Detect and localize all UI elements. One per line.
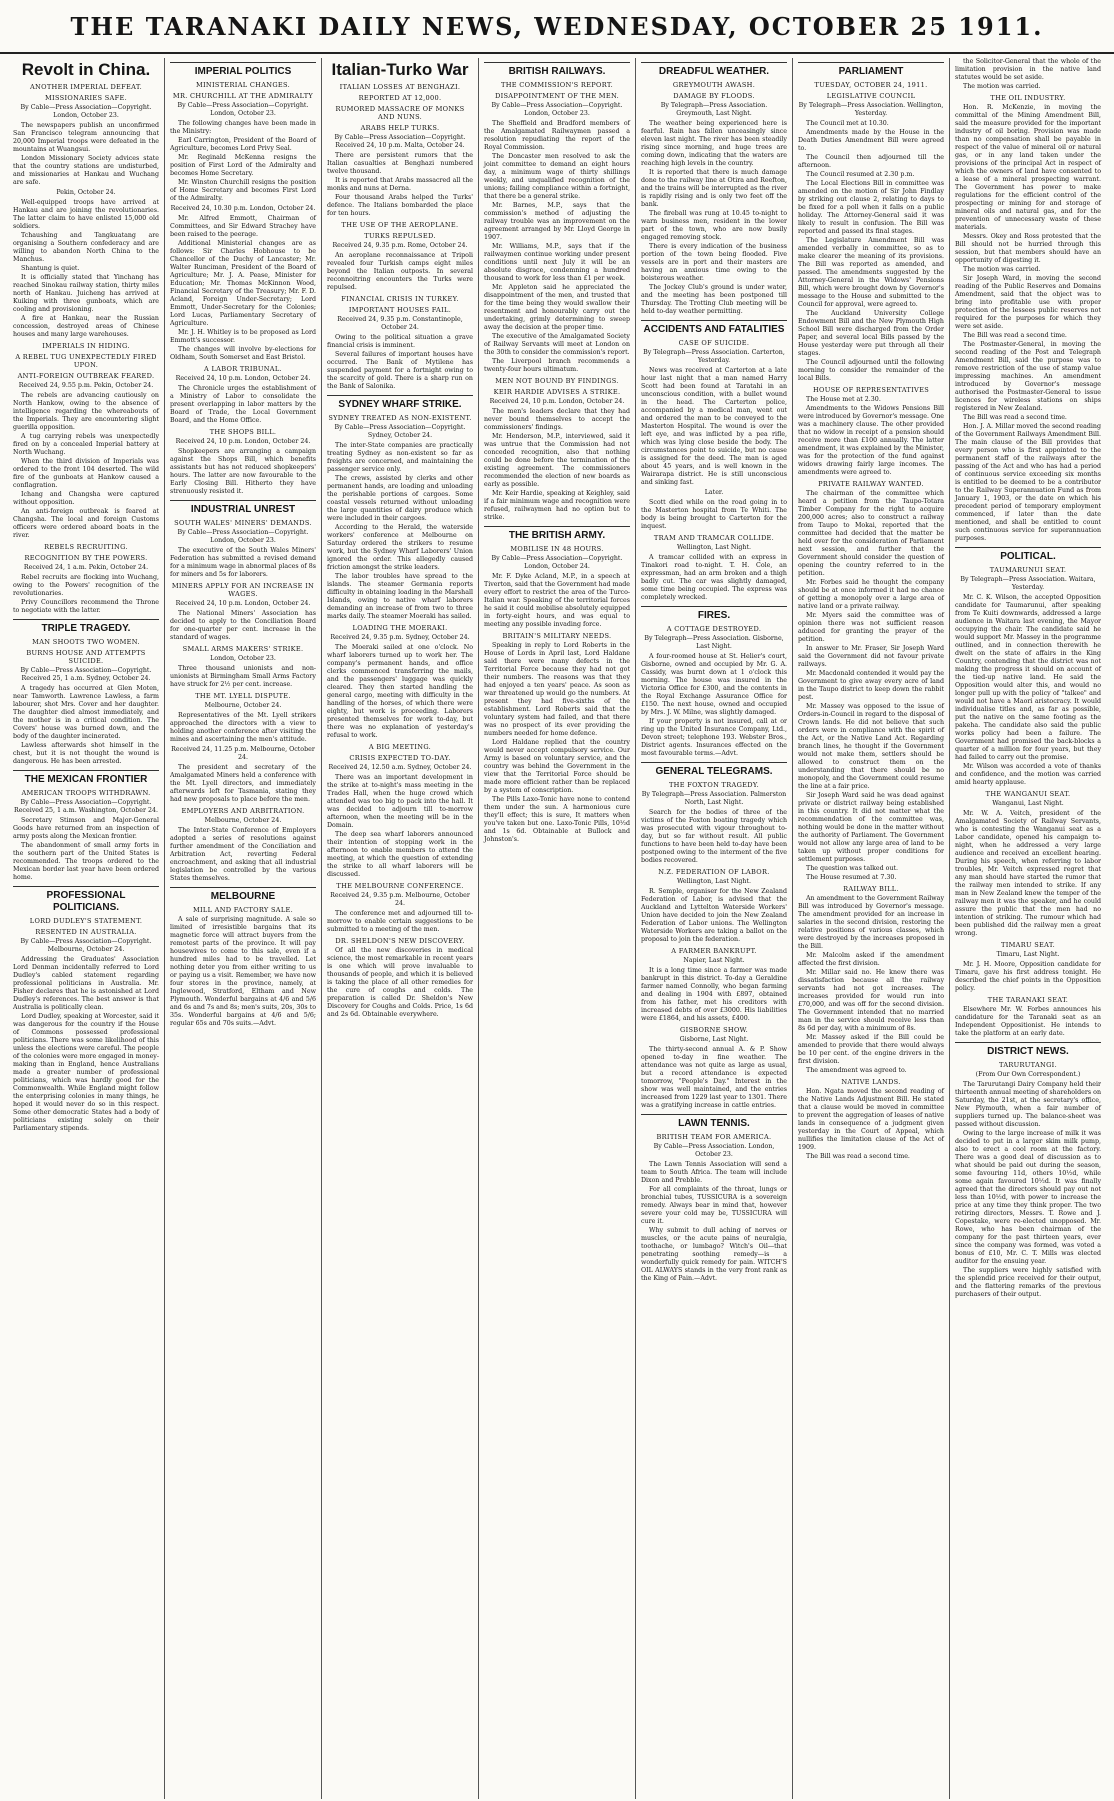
paragraph: Addressing the Graduates' Association Lord Denman incidentally referred to Lord Dudley's cabled statement regarding professional politicians in Australia. Mr. Fisher declares that he is astonished at Lord Dudley's references. The best answer is that Australia is politically clean. (13, 956, 159, 1011)
paragraph: Secretary Stimson and Major-General Goods have returned from an inspection of army posts along the Mexican frontier. (13, 817, 159, 840)
dateline: Wellington, Last Night. (676, 878, 752, 885)
section-heading: FIRES. (641, 606, 787, 622)
paragraph: Privy Councillors recommend the Throne to negotiate with the latter. (13, 599, 159, 614)
subheading: THE MT. LYELL DISPUTE. (195, 692, 291, 700)
subheading: DAMAGE BY FLOODS. (673, 92, 755, 100)
subheading: CASE OF SUICIDE. (678, 339, 750, 347)
masthead-title: THE TARANAKI DAILY NEWS, WEDNESDAY, OCTOBER 25 1911. (70, 11, 1044, 41)
subheading: THE COMMISSION'S REPORT. (501, 81, 613, 89)
dateline: Melbourne, October 24. (204, 702, 282, 709)
paragraph: Mr. Malcolm asked if the amendment affected the first division. (798, 952, 944, 967)
paragraph: According to the Herald, the waterside workers' conference at Melbourne on Saturday ordered the strikers to resume work, but the Sydney Wharf Laborers' Union ignored the order. This allegedly caused friction amongst the strike leaders. (327, 524, 473, 571)
subheading: TURKS REPULSED. (364, 232, 436, 240)
paragraph: The Tarurutangi Dairy Company held their thirteenth annual meeting of shareholders on Saturday, the 21st, at the secretary's office, New Plymouth, when a fair number of suppliers turned up. The balance-sheet was passed without discussion. (955, 1081, 1101, 1128)
paragraph: It is a long time since a farmer was made bankrupt in this district. To-day a Geraldine farmer named Connolly, who began farming and dealing in 1904 with £897, obtained from his father, met his creditors with increased debts of over £3000. His liabilities were £1864, and his assets, £400. (641, 967, 787, 1022)
subheading: SYDNEY TREATED AS NON-EXISTENT. (328, 414, 472, 422)
paragraph: The crews, assisted by clerks and other permanent hands, are loading and unloading the perishable portions of cargoes. Some coastal vessels returned without unloading the large quantities of dairy produce which were included in their cargoes. (327, 475, 473, 522)
paragraph: The Chronicle urges the establishment of a Ministry of Labor to consolidate the present overlapping in labor matters by the Board of Trade, the Local Government Board, and the Home Office. (170, 385, 316, 424)
section-heading: PARLIAMENT (798, 62, 944, 78)
paragraph: The National Miners' Association has decided to apply to the Conciliation Board for one-quarter per cent. increase in the standard of wages. (170, 610, 316, 641)
paragraph: Scott died while on the road going in to the Masterton hospital from Te Whiti. The body is being brought to Carterton for the inquest. (641, 499, 787, 530)
subheading: REBELS RECRUITING. (44, 543, 128, 551)
dateline: Received 24, 9.35 p.m. Constantinople, October 24. (337, 316, 463, 331)
column-4 (479, 58, 636, 1799)
dateline: By Cable—Press Association—Copyright. Received 25, 1 a.m. Washington, October 24. (13, 799, 159, 814)
paragraph: The Council then adjourned till the afternoon. (798, 154, 944, 169)
paragraph: Mr. Appleton said he appreciated the disappointment of the men, and trusted that for the time being they would swallow their resentment and honourably carry out the undertaking, grimly determining to sweep away the decision at the proper time. (484, 284, 630, 331)
dateline: Received 24, 11.25 p.m. Melbourne, October 24. (171, 746, 315, 761)
paragraph: The men's leaders declare that they had never bound themselves to accept the commissioners' findings. (484, 408, 630, 431)
paragraph: The rebels are advancing cautiously on North Hankow, owing to the absence of intelligence regarding the whereabouts of the Imperials. They are encountering slight guerilla opposition. (13, 392, 159, 431)
subheading: A FARMER BANKRUPT. (671, 947, 757, 955)
paragraph: The Legislature Amendment Bill was amended verbally in committee, so as to make clearer the meaning of its provisions. The Bill was reported as amended, and passed. The amendments suggested by the Attorney-General in the Widows' Pensions Bill, which were brought down by Governor's message to the House and submitted to the Council for approval, were agreed to. (798, 237, 944, 308)
paragraph: The Sheffield and Bradford members of the Amalgamated Railwaymen passed a resolution repudiating the report of the Royal Commission. (484, 120, 630, 151)
paragraph: The chairman of the committee which heard a petition from the Taupo-Totara Timber Company for the right to acquire 200,000 acres; also to construct a railway from Taupo to Mokai, reported that the committee had decided that the matter be held over for the consideration of Parliament next session, and further that the Government should consider the question of opening the country referred to in the petition. (798, 490, 944, 577)
paragraph: Mr. Massey asked if the Bill could be amended to provide that there would always be 10 per cent. of the engine drivers in the first division. (798, 1034, 944, 1065)
paragraph: For all complaints of the throat, lungs or bronchial tubes, TUSSICURA is a sovereign remedy. Always bear in mind that, however severe your cold may be, TUSSICURA will cure it. (641, 1186, 787, 1225)
dateline: Received 24, 10 p.m. London, October 24. (175, 438, 311, 445)
column-2 (165, 58, 322, 1799)
dateline: Wellington, Last Night. (676, 544, 752, 551)
dateline: By Cable—Press Association—Copyright. London, October 23. (491, 102, 623, 117)
dateline: Received 24, 1 a.m. Pekin, October 24. (23, 564, 149, 571)
paragraph: The Bill was read a second time. (806, 1153, 910, 1160)
dateline: Received 24, 9.35 p.m. Melbourne, October 24. (330, 892, 470, 907)
subheading: TIMARU SEAT. (1001, 941, 1055, 949)
paragraph: Mr. F. Dyke Acland, M.P., in a speech at Tiverton, said that the Government had made every effort to restrict the area of the Turco-Italian war. Speaking of the territorial forces he said it could mobilise absolutely equipped in forty-eight hours, and was equal to meeting any possible invading force. (484, 573, 630, 628)
paragraph: Well-equipped troops have arrived at Hankau and are joining the revolutionaries. The latter claim to have enlisted 15,000 old soldiers. (13, 199, 159, 230)
dateline: By Telegraph—Press Association. Carterton, Yesterday. (643, 349, 785, 364)
paragraph: The Inter-State Conference of Employers adopted a series of resolutions against further amendment of the Conciliation and Arbitration Act, reverting Federal encroachment, and asking that all industrial legislation be controlled by the various States themselves. (170, 827, 316, 882)
section-heading: IMPERIAL POLITICS (170, 62, 316, 78)
subheading: SOUTH WALES' MINERS' DEMANDS. (174, 519, 312, 527)
paragraph: Mr. Winston Churchill resigns the position of Home Secretary and becomes First Lord of the Admiralty. (170, 179, 316, 202)
subheading: MOBILISE IN 48 HOURS. (510, 545, 604, 553)
paragraph: If your property is not insured, call at or ring up the United Insurance Company, Ltd., Devon street; telephone 193. Webster Bros., District agents. Insurances effected on the most favourable terms.—Advt. (641, 718, 787, 757)
paragraph: Mr. Millar said no. He knew there was dissatisfaction because all the railway servants had not got increases. The increases provided for would run into £70,000, and was off for the second division. The Government intended that no married man in the service should receive less than 8s 6d per day, with a minimum of 8s. (798, 969, 944, 1032)
paragraph: The Council met at 10.30. (806, 120, 889, 127)
paragraph: Mr. Macdonald contended it would pay the Government to give away every acre of land in the Taupo district to keep down the rabbit pest. (798, 670, 944, 701)
dateline: Received 24, 10 p.m. London, October 24. (175, 600, 311, 607)
dateline: By Telegraph—Press Association. Wellington, Yesterday. (798, 102, 944, 117)
subheading: EMPLOYERS AND ARBITRATION. (181, 807, 305, 815)
paragraph: It is officially stated that Yinchang has reached Sinokau railway station, thirty miles north of Hankau. Juicheng has arrived at Kuiking with three gunboats, which are cooling and provisioning. (13, 274, 159, 313)
subheading: BRITISH TEAM FOR AMERICA. (656, 1133, 772, 1141)
subheading: THE SHOPS BILL. (209, 428, 277, 436)
paragraph: The House resumed at 7.30. (806, 874, 897, 881)
dateline: By Telegraph—Press Association. Palmerston North, Last Night. (641, 791, 787, 806)
subheading: THE FOXTON TRAGEDY. (668, 781, 760, 789)
dateline: By Cable—Press Association—Copyright. London, October 23. (177, 102, 309, 117)
subheading: MEN NOT BOUND BY FINDINGS. (495, 377, 619, 385)
dateline: By Cable—Press Association—Copyright. Sydney, October 24. (334, 424, 466, 439)
paragraph: Earl Carrington, President of the Board of Agriculture, becomes Lord Privy Seal. (170, 137, 316, 152)
paragraph: Mr. Reginald McKenna resigns the position of First Lord of the Admiralty and becomes Home Secretary. (170, 154, 316, 177)
paragraph: Several failures of important houses have occurred. The Bank of Mytilene has suspended payment for a fortnight owing to the scarcity of gold. There is a sharp run on the Bank of Salonika. (327, 351, 473, 390)
paragraph: The fireball was rung at 10.45 to-night to warn business men, resident in the lower part of the town, who are now busily engaged removing stock. (641, 210, 787, 241)
subheading: GREYMOUTH AWASH. (672, 81, 756, 89)
paragraph: An anti-foreign outbreak is feared at Changsha. The local and foreign Customs officers were ordered aboard boats in the river. (13, 508, 159, 539)
subheading: HOUSE OF REPRESENTATIVES (812, 386, 930, 394)
dateline: By Cable—Press Association—Copyright. London, October 23. (20, 104, 152, 119)
subheading: MISSIONARIES SAFE. (45, 94, 127, 102)
subheading: RUMORED MASSACRE OF MONKS AND NUNS. (335, 105, 465, 121)
paragraph: The thirty-second annual A. & P. Show opened to-day in fine weather. The attendance was not quite as large as usual, but a record attendance is expected tomorrow, "People's Day." Interest in the show was well maintained, and the entries increased from 1229 last year to 1301. There was a gratifying increase in cattle entries. (641, 1046, 787, 1109)
paragraph: Lord Dudley, speaking at Worcester, said it was dangerous for the country if the House of Commons possessed professional politicians. There was some likelihood of this unless the elections were careful. The people of the colonies were more engaged in money-making than in England, hence Australians made a greater number of professional politicians, which was hardly good for the Commonwealth. While England might follow the enterprising colonies in many things, he hoped it would never do so in this respect. Some other democratic States had a body of politicians existing solely on their Parliamentary stipends. (13, 1013, 159, 1132)
paragraph: Mr. Myers said the committee was of opinion there was not sufficient reason adduced for granting the prayer of the petition. (798, 612, 944, 643)
subheading: BRITAIN'S MILITARY NEEDS. (502, 632, 612, 640)
paragraph: The question was talked out. (806, 865, 899, 872)
paragraph: The abandonment of small army forts in the southern part of the United States is recommended. The troops ordered to the Mexican border last year have been ordered home. (13, 842, 159, 881)
paragraph: Mr. W. A. Veitch, president of the Amalgamated Society of Railway Servants, who is contesting the Wanganui seat as a Labor candidate, opened his campaign to-night, when he addressed a very large audience and received an excellent hearing. During his speech, when referring to labor troubles, Mr. Veitch expressed regret that any man should have started the rumor that the railway men intended to strike. If any man in New Zealand knew the temper of the railway men it was the speaker, and he could assure the public that the men had no intention of striking. The rumour which had been published did the railway men a great wrong. (955, 810, 1101, 937)
paragraph: The changes will involve by-elections for Oldham, South Somerset and East Bristol. (170, 346, 316, 361)
subheading: SMALL ARMS MAKERS' STRIKE. (182, 645, 304, 653)
paragraph: The Lawn Tennis Association will send a team to South Africa. The team will include Dixon and Prebble. (641, 1161, 787, 1184)
paragraph: Hon. Ngata moved the second reading of the Native Lands Adjustment Bill. He stated that a clause would be moved in committee to prevent the aggregation of leases of native lands in consequence of a judgment given yesterday in the Court of Appeal, which nullifies the limitation clause of the Act of 1909. (798, 1088, 944, 1151)
paragraph: Elsewhere Mr. W. Forbes announces his candidature for the Taranaki seat as an Independent Oppositionist. He intends to take the platform at an early date. (955, 1006, 1101, 1037)
paragraph: Search for the bodies of three of the victims of the Foxton boating tragedy which was prosecuted with vigour throughout to-day, but so far without result. All public functions to have been held to-day have been postponed owing to the interment of the five bodies recovered. (641, 809, 787, 864)
paragraph: Mr. Henderson, M.P., interviewed, said it was untrue that the Commission had not conceded recognition, also that nothing could be done before the termination of the existing agreement. The commissioners recommended the election of new boards as early as possible. (484, 433, 630, 488)
paragraph: Mr. Alfred Emmott, Chairman of Committees, and Sir Edward Strachey have been raised to the peerage. (170, 215, 316, 238)
paragraph: A sale of surprising magnitude. A sale so limited of irresistible bargains that its magnetic force will attract buyers from the remotest parts of the province. It will pay housewives to come to this sale, even if a hundred miles had to be travelled. Let nothing deter you from either writing to us or paying us a visit. Remember, we have now four stores in the province, namely, at Inglewood, Stratford, Eltham and New Plymouth. Wonderful bargains at 4/6 and 5/6 and 6s and 7s and 8s; men's suits, 20s, 30s to 35s. Wonderful bargains at 4/6 and 5/6; regular 65s and 70s suits.—Advt. (170, 916, 316, 1027)
paragraph: The Local Elections Bill in committee was amended on the motion of Sir John Findlay by striking out clause 2, relating to days to be fixed for a poll when it falls on a public holiday. The Attorney-General said it was likely to result in confusion. The Bill was reported and passed its final stages. (798, 180, 944, 235)
subheading: THE OIL INDUSTRY. (990, 94, 1066, 102)
subheading: THE USE OF THE AEROPLANE. (341, 221, 459, 229)
paragraph: Representatives of the Mt. Lyell strikers approached the directors with a view to holding another conference after visiting the mines and ascertaining the men's attitude. (170, 712, 316, 743)
subheading: TUESDAY, OCTOBER 24, 1911. (814, 81, 928, 89)
paragraph: Shopkeepers are arranging a campaign against the Shops Bill, which benefits assistants but has not reduced shopkeepers' hours. The latter are now favourable to the Early Closing Bill. Hitherto they have strenuously resisted it. (170, 448, 316, 495)
paragraph: R. Semple, organiser for the New Zealand Federation of Labor, is advised that the Auckland and Lyttelton Waterside Workers' Union have decided to join the New Zealand Federation of Labor unions. The Wellington Waterside Workers are taking a ballot on the proposal to join the federation. (641, 888, 787, 943)
subheading: MR. CHURCHILL AT THE ADMIRALTY (172, 92, 314, 100)
subheading: MILL AND FACTORY SALE. (192, 906, 294, 914)
paragraph: The motion was carried. (963, 266, 1041, 273)
paragraph: The inter-State companies are practically treating Sydney as non-existent so far as freights are concerned, and maintaining the passenger service only. (327, 442, 473, 473)
subheading: TAUMARUNUI SEAT. (989, 566, 1067, 574)
dateline: London, October 23. (210, 655, 276, 662)
paragraph: Mr. C. K. Wilson, the accepted Opposition candidate for Taumarunui, after speaking from Te Kuiti downwards, addressed a large audience in Waitara last evening, the Mayor occupying the chair. The candidate said he would support Mr. Massey in the programme outlined, and in connection therewith he dwelt on the state of affairs in the King Country, contending that the district was not making the progress it should on account of the tied-up native land. He said the Opposition would alter this, and would no longer pull up with the policy of "talkee" and would not have a Maori aristocracy. It would individualise titles and, as far as possible, put the native on the same footing as the pakeha. The candidate also said the public works policy had been a failure. The Government had promised the back-blocks a quarter of a million for four years, but they had failed to carry out the promise. (955, 594, 1101, 761)
paragraph: Why submit to dull aching of nerves or muscles, or the acute pains of neuralgia, toothache, or lumbago? Witch's Oil—that penetrating soothing remedy—is a wonderfully quick remedy for pain. WITCH'S OIL ALWAYS stands in the very front rank as the King of Pain.—Advt. (641, 1227, 787, 1282)
paragraph: The Bill was read a second time. (963, 414, 1067, 421)
subheading: REPORTED AT 12,000. (358, 94, 442, 102)
paragraph: There are persistent rumors that the Italian casualties at Benghazi numbered twelve thousand. (327, 152, 473, 175)
paragraph: The Pills Laxo-Tonic have none to contend them under the sun. A harmonious cure they'll effect; this is sure, It matters when you've taken but one. Laxo-Tonic Pills, 10½d and 1s 6d. Obtainable at Bullock and Johnston's. (484, 796, 630, 843)
paragraph: Messrs. Okey and Ross protested that the Bill should not be hurried through this session, but that members should have an opportunity of digesting it. (955, 233, 1101, 264)
paragraph: Mr. Forbes said he thought the company should be at once informed it had no chance of getting a monopoly over a large area of native land or a private railway. (798, 579, 944, 610)
paragraph: The following changes have been made in the Ministry: (170, 120, 316, 135)
paragraph: Lord Haldane replied that the country would never accept compulsory service. Our Army is based on voluntary service, and the country was behind the Government in the view that the Territorial Force should be made more efficient rather than be replaced by a system of conscription. (484, 739, 630, 794)
subheading: ARABS HELP TURKS. (360, 124, 440, 132)
paragraph: Amendments to the Widows Pensions Bill were introduced by Governor's message. One was a machinery clause. The other provided that no widow in receipt of a pension should receive more than £100 annually. The latter amendment, it was explained by the Minister, was for the protection of the fund against widows drawing fairly large incomes. The amendments were agreed to. (798, 405, 944, 476)
paragraph: Mr. Keir Hardie, speaking at Keighley, said if a fair minimum wage and recognition were refused, railwaymen had no option but to strike. (484, 490, 630, 521)
paragraph: The motion was carried. (963, 83, 1041, 90)
dateline: Later. (704, 489, 724, 496)
paragraph: The Bill was read a second time. (963, 332, 1067, 339)
paragraph: The conference met and adjourned till to-morrow to enable certain suggestions to be submitted to a meeting of the men. (327, 910, 473, 933)
section-heading: DISTRICT NEWS. (955, 1042, 1101, 1058)
section-heading: TRIPLE TRAGEDY. (13, 619, 159, 635)
subheading: TARURUTANGI. (999, 1061, 1057, 1069)
subheading: TRAM AND TRAMCAR COLLIDE. (653, 534, 775, 542)
column-3 (322, 58, 479, 1799)
paragraph: News was received at Carterton at a late hour last night that a man named Harry Scott had been found at Taratahi in an unconscious condition, with a bullet wound in the head. The Carterton police, accompanied by a medical man, went out and ordered the man to be conveyed to the Masterton Hospital. The wound is over the left eye, and was inflicted by a pea rifle, which was lying close beside the body. The circumstances point to suicide, but no cause is assigned for the deed. The man is aged about 45 years, and is well known in the Wairarapa district. He is still unconscious and sinking fast. (641, 367, 787, 486)
section-heading: THE BRITISH ARMY. (484, 526, 630, 542)
subheading: MINISTERIAL CHANGES. (195, 81, 291, 89)
dateline: (From Our Own Correspondent.) (975, 1071, 1081, 1078)
headline: Italian-Turko War (331, 60, 469, 79)
paragraph: Four thousand Arabs helped the Turks' defence. The Italians bombarded the place for ten hours. (327, 194, 473, 217)
subheading: ITALIAN LOSSES AT BENGHAZI. (339, 83, 461, 91)
dateline: By Cable—Press Association—Copyright. Received 25, 1 a.m. Sydney, October 24. (20, 667, 152, 682)
paragraph: Owing to the political situation a grave financial crisis is imminent. (327, 334, 473, 349)
paragraph: The Postmaster-General, in moving the second reading of the Post and Telegraph Amendment Bill, said the purpose was to remove restriction of the use of stamp value impressing machines. An amendment introduced by Governor's message authorised the Postmaster-General to issue licences for wireless stations on ships registered in New Zealand. (955, 341, 1101, 412)
subheading: A BIG MEETING. (368, 743, 432, 751)
columns (0, 54, 1114, 1799)
paragraph: Sir Joseph Ward said he was dead against private or district railway being established in this country. It did not matter what the recommendation of the committee was, nothing would be done in the matter without the authority of Parliament. The Government would not allow any large area of land to be taken up without proper conditions for settlement purposes. (798, 792, 944, 863)
masthead (0, 0, 1114, 54)
paragraph: Hon. J. A. Millar moved the second reading of the Government Railways Amendment Bill. The main clause of the Bill provides that every person who is first appointed to the permanent staff of the railways after the passing of the Act and who has had a period of continuous service exceeding six months is entitled to be deemed to be a contributor to the Railway Superannuation Fund as from January 1, 1903, or the date on which his precedent period of temporary employment commenced, if later than the date mentioned, and shall be entitled to count such continuous service for superannuation purposes. (955, 423, 1101, 542)
subheading: FINANCIAL CRISIS IN TURKEY. (341, 295, 459, 303)
dateline: By Cable—Press Association—Copyright. London, October 23. (177, 529, 309, 544)
paragraph: When the third division of Imperials was ordered to the front 104 deserted. The wild fire of the gunboats at Hankow caused a conflagration. (13, 458, 159, 489)
column-5 (636, 58, 793, 1799)
dateline: By Cable—Press Association—Copyright. London, October 24. (491, 555, 623, 570)
paragraph: The Jockey Club's ground is under water, and the meeting has been postponed till Thursday. The Trotting Club meeting will be held to-day weather permitting. (641, 284, 787, 315)
dateline: Received 24, 9.35 p.m. Sydney, October 24. (330, 634, 470, 641)
paragraph: the Solicitor-General that the whole of the limitation provision in the native land statutes would be set aside. (955, 58, 1101, 81)
paragraph: The Auckland University College Endowment Bill and the New Plymouth High School Bill were discharged from the Order Paper, and several local Bills passed by the House yesterday were put through all their stages. (798, 310, 944, 357)
subheading: A COTTAGE DESTROYED. (666, 625, 762, 633)
dateline: By Cable—Press Association. London, October 23. (653, 1143, 775, 1158)
paragraph: Tchaushing and Tangkuatang are organising a Southern confederacy and are willing to abandon North China to the Manchus. (13, 232, 159, 263)
subheading: ANOTHER IMPERIAL DEFEAT. (30, 83, 142, 91)
paragraph: The House met at 2.30. (806, 396, 881, 403)
dateline: Received 24, 10.30 p.m. London, October 24. (170, 205, 316, 212)
dateline: Timaru, Last Night. (996, 951, 1060, 958)
paragraph: Hon. R. McKenzie, in moving the committal of the Mining Amendment Bill, said the measure provided for the important industry of oil boring. Provision was made than no compensation shall be payable in respect of the value of mineral oil or natural gas, or in any land taken under the provisions of the principal Act in respect of which the owners of land have consented to a lease of a mineral prospecting warrant. The Government has power to make regulations for the efficient control of the prospecting or mining for and storage of mineral oils and natural gas, and for the prevention of unnecessary waste of these materials. (955, 104, 1101, 231)
paragraph: An amendment to the Government Railway Bill was introduced by Governor's message. The amendment provided for an increase in salaries in the second division, restoring the relative positions of various classes, which were destroyed by the increases proposed in the Bill. (798, 895, 944, 950)
paragraph: The Council adjourned until the following morning to consider the remainder of the local Bills. (798, 359, 944, 382)
subheading: GISBORNE SHOW. (680, 1026, 748, 1034)
paragraph: The amendment was agreed to. (806, 1067, 907, 1074)
paragraph: Lawless afterwards shot himself in the chest, but it is not thought the wound is dangerous. He has been arrested. (13, 742, 159, 765)
dateline: By Telegraph—Press Association. Waitara, Yesterday. (960, 576, 1096, 591)
subheading: IMPORTANT HOUSES FAIL. (348, 306, 452, 314)
subheading: A REBEL TUG UNEXPECTEDLY FIRED UPON. (15, 353, 157, 369)
dateline: Received 24, 10 p.m. London, October 24. (489, 398, 625, 405)
subheading: DR. SHELDON'S NEW DISCOVERY. (335, 937, 465, 945)
paragraph: Mr. Massey was opposed to the issue of Orders-in-Council in regard to the disposal of Crown lands. He did not believe that such orders were in compliance with the spirit of the Act, or the Native Land Act. Regarding branch lines, he thought if the Government would not make them, settlers should be allowed to construct them on the understanding that there should be no monopoly, and the Government could resume the line at a fair price. (798, 703, 944, 790)
paragraph: Of all the new discoveries in medical science, the most remarkable in recent years is one which will prove invaluable to thousands of people, and which it is believed is taking the place of all other remedies for the cure of coughs and colds. The preparation is called Dr. Sheldon's New Discovery for Coughs and Colds. Price, 1s 6d and 2s 6d. Obtainable everywhere. (327, 947, 473, 1018)
paragraph: Mr. Williams, M.P., says that if the railwaymen continue working under present conditions until next July it will be an absolute disgrace, condemning a hundred thousand to work for less than £1 per week. (484, 243, 630, 282)
paragraph: Additional Ministerial changes are as follows: Sir Charles Hobhouse to be Chancellor of the Duchy of Lancaster; Mr. Walter Runciman, President of the Board of Agriculture; Mr. J. A. Pease, Minister for Education; Mr. Thomas McKinnon Wood, Financial Secretary of the Treasury; Mr. F. D. Acland, Foreign Under-Secretary; Lord Emmott, Under-Secretary for the Colonies; Lord Lucas, Parliamentary Secretary of Agriculture. (170, 240, 316, 327)
headline: Revolt in China. (21, 60, 151, 79)
dateline: By Cable—Press Association—Copyright. Received 24, 10 p.m. Malta, October 24. (334, 134, 466, 149)
paragraph: The president and secretary of the Amalgamated Miners held a conference with the Mt. Lyell directors, and immediately afterwards left for Tasmania, stating they had new proposals to place before the men. (170, 764, 316, 803)
subheading: THE MELBOURNE CONFERENCE. (336, 882, 464, 890)
subheading: RESENTED IN AUSTRALIA. (35, 928, 137, 936)
paragraph: It is reported that there is much damage done to the railway line at Otira and Reefton, and the trains will be interrupted as the river is rapidly rising and is only two feet off the bank. (641, 169, 787, 208)
paragraph: The executive of the South Wales Miners' Federation has submitted a revised demand for a minimum wage in abnormal places of 8s for miners and 5s for laborers. (170, 547, 316, 578)
paragraph: The weather being experienced here is fearful. Rain has fallen unceasingly since eleven last night. The river has been steadily rising since morning, and huge trees are coming down, indicating that the waters are reaching high levels in the country. (641, 120, 787, 167)
paragraph: The newspapers publish an unconfirmed San Francisco telegram announcing that 20,000 Imperial troops were defeated in the mountains at Wuangsui. (13, 122, 159, 153)
section-heading: DREADFUL WEATHER. (641, 62, 787, 78)
section-heading: POLITICAL. (955, 547, 1101, 563)
subheading: RAILWAY BILL. (843, 885, 899, 893)
paragraph: Amendments made by the House in the Death Duties Amendment Bill were agreed to. (798, 129, 944, 152)
section-heading: INDUSTRIAL UNREST (170, 500, 316, 516)
paragraph: There was an important development in the strike at to-night's mass meeting in the Trades Hall, when the huge crowd which attended was too big to pack into the hall. It was decided to adjourn till to-morrow afternoon, when the meeting will be in the Domain. (327, 774, 473, 829)
section-heading: ACCIDENTS AND FATALITIES (641, 320, 787, 336)
paragraph: The Doncaster men resolved to ask the joint committee to demand an eight hours day, a minimum wage of thirty shillings weekly, and unqualified recognition of the unions; failing compliance within a fortnight, that there be a general strike. (484, 153, 630, 200)
paragraph: The Council resumed at 2.30 p.m. (806, 171, 915, 178)
column-7 (950, 58, 1106, 1799)
section-heading: SYDNEY WHARF STRIKE. (327, 395, 473, 411)
paragraph: Mr. Barnes, M.P., says that the commission's method of adjusting the railway trouble was an improvement on the agreement arranged by Mr. Lloyd George in 1907. (484, 202, 630, 241)
dateline: Wanganui, Last Night. (992, 800, 1064, 807)
paragraph: Three thousand unionists and non-unionists at Birmingham Small Arms Factory have struck for 2½ per cent. increase. (170, 665, 316, 688)
dateline: Napier, Last Night. (683, 957, 745, 964)
dateline: By Telegraph—Press Association. Gisborne, Last Night. (644, 635, 784, 650)
subheading: IMPERIALS IN HIDING. (42, 342, 130, 350)
subheading: CRISIS EXPECTED TO-DAY. (349, 754, 451, 762)
paragraph: The Liverpool branch recommends a twenty-four hours ultimatum. (484, 358, 630, 373)
dateline: By Telegraph—Press Association. Greymouth, Last Night. (660, 102, 768, 117)
paragraph: The labor troubles have spread to the islands. The steamer Germania reports difficulty in obtaining loading in the Marshall Islands, owing to native wharf laborers demanding an increase of from two to three marks daily. The steamer Moeraki has sailed. (327, 573, 473, 620)
subheading: NATIVE LANDS. (841, 1078, 901, 1086)
subheading: KEIR HARDIE ADVISES A STRIKE. (493, 388, 621, 396)
section-heading: BRITISH RAILWAYS. (484, 62, 630, 78)
column-1 (8, 58, 165, 1799)
subheading: LEGISLATIVE COUNCIL (826, 92, 916, 100)
section-heading: THE MEXICAN FRONTIER (13, 770, 159, 786)
paragraph: Mr. J. H. Moore, Opposition candidate for Timaru, gave his first address tonight. He described the chief points in the Opposition policy. (955, 961, 1101, 992)
dateline: Received 24, 12.50 a.m. Sydney, October 24. (328, 764, 472, 771)
paragraph: The Moeraki sailed at one o'clock. No wharf laborers turned up to work her. The company's permanent hands, and office clerks commenced transferring the mails, and the passengers' luggage was quickly cleared. They then started handling the general cargo, meeting with difficulty in the handling of the horses, of which there were eighty, but work is proceeding. Laborers presented themselves for work to-day, but there was no explanation of yesterday's refusal to work. (327, 644, 473, 739)
subheading: BURNS HOUSE AND ATTEMPTS SUICIDE. (26, 649, 146, 665)
column-6 (793, 58, 950, 1799)
subheading: DISAPPOINTMENT OF THE MEN. (495, 92, 619, 100)
subheading: MAN SHOOTS TWO WOMEN. (32, 638, 140, 646)
dateline: Received 24, 10 p.m. London, October 24. (175, 375, 311, 382)
paragraph: A fire at Hankau, near the Russian concession, destroyed areas of Chinese houses and many large warehouses. (13, 315, 159, 338)
paragraph: The deep sea wharf laborers announced their intention of stopping work in the afternoon to enable members to attend the meeting, at which the question of extending the strike to all wharf laborers will be discussed. (327, 831, 473, 878)
subheading: LOADING THE MOERAKI. (352, 624, 448, 632)
subheading: ANTI-FOREIGN OUTBREAK FEARED. (17, 372, 155, 380)
paragraph: Ichang and Changsha were captured without opposition. (13, 491, 159, 506)
subheading: PRIVATE RAILWAY WANTED. (818, 480, 924, 488)
paragraph: A tug carrying rebels was unexpectedly fired on by a concealed Imperial battery at North Wuchang. (13, 433, 159, 456)
subheading: N.Z. FEDERATION OF LABOR. (658, 868, 770, 876)
dateline: Pekin, October 24. (56, 189, 116, 196)
subheading: MINERS APPLY FOR AN INCREASE IN WAGES. (171, 582, 315, 598)
subheading: A LABOR TRIBUNAL. (204, 365, 282, 373)
paragraph: A four-roomed house at St. Helier's court, Gisborne, owned and occupied by Mr. G. A. Cassidy, was burnt down at 1 o'clock this morning. The house was insured in the Victoria Office for £300, and the contents in the Royal Exchange Assurance Office for £150. The next house, owned and occupied by Mrs. J. W. Milne, was slightly damaged. (641, 653, 787, 716)
dateline: Received 24, 9.35 p.m. Rome, October 24. (332, 242, 468, 249)
section-heading: PROFESSIONAL POLITICIANS. (13, 886, 159, 914)
section-heading: MELBOURNE (170, 887, 316, 903)
section-heading: GENERAL TELEGRAMS. (641, 762, 787, 778)
dateline: Melbourne, October 24. (204, 817, 282, 824)
paragraph: It is reported that Arabs massacred all the monks and nuns at Derna. (327, 177, 473, 192)
paragraph: The suppliers were highly satisfied with the splendid price received for their output, and the flattering remarks of the previous purchasers of their output. (955, 1267, 1101, 1298)
dateline: By Cable—Press Association—Copyright. Melbourne, October 24. (20, 938, 152, 953)
paragraph: The executive of the Amalgamated Society of Railway Servants will meet at London on the 30th to consider the commission's report. (484, 333, 630, 356)
paragraph: Sir Joseph Ward, in moving the second reading of the Public Reserves and Domains Amendment, said that the object was to bring into profitable use with proper protection of the lessees public reserves not required for the purposes for which they were set aside. (955, 275, 1101, 330)
paragraph: In answer to Mr. Fraser, Sir Joseph Ward said the Government did not favour private railways. (798, 645, 944, 668)
paragraph: There is every indication of the business portion of the town being flooded. Five vessels are in port and their masters are having an anxious time owing to the boisterous weather. (641, 243, 787, 282)
paragraph: Shantung is quiet. (21, 265, 80, 272)
paragraph: London Missionary Society advices state that the country stations are undisturbed, and missionaries at Hankau and Wuchang are safe. (13, 155, 159, 186)
paragraph: A tragedy has occurred at Glen Moten, near Tamworth. Lawrence Lawless, a farm labourer, shot Mrs. Cover and her daughter. The daughter died almost immediately, and the mother is in a critical condition. The Covers' house was burned down, and the body of the daughter incinerated. (13, 685, 159, 740)
subheading: RECOGNITION BY THE POWERS. (24, 554, 148, 562)
paragraph: An aeroplane reconnaissance at Tripoli revealed four Turkish camps eight miles beyond the Italian outposts. In several reconnoitring encounters the Turks were repulsed. (327, 252, 473, 291)
paragraph: Owing to the large increase of milk it was decided to put in a larger skim milk pump, also to erect a cool room at the factory. There was a good deal of discussion as to what should be paid out during the season, some favouring 11d, others 10½d, while some again favoured 10½d. It was finally agreed that the directors should pay out not less than 10½d, with power to increase the price at any time they think proper. The two retiring directors, Messrs. T. Rowe and J. Copestake, were re-elected unopposed. Mr. Rowe, who has been chairman of the company for the past thirteen years, ever since the company was formed, was voted a bonus of £10, Mr. C. T. Mills was elected auditor for the ensuing year. (955, 1130, 1101, 1265)
paragraph: Mr. Wilson was accorded a vote of thanks and confidence, and the motion was carried amid hearty applause. (955, 763, 1101, 786)
section-heading: LAWN TENNIS. (641, 1114, 787, 1130)
subheading: THE WANGANUI SEAT. (985, 790, 1071, 798)
subheading: AMERICAN TROOPS WITHDRAWN. (21, 789, 151, 797)
subheading: THE TARANAKI SEAT. (987, 996, 1069, 1004)
paragraph: A tramcar collided with an express in Tinakori road to-night. T. H. Cole, an expressman, had an arm broken and a thigh badly cut. The car was slightly damaged, some time being occupied. The express was completely wrecked. (641, 554, 787, 601)
dateline: Received 24, 9.55 p.m. Pekin, October 24. (18, 382, 154, 389)
paragraph: Rebel recruits are flocking into Wuchang, owing to the Powers' recognition of the revolutionaries. (13, 574, 159, 597)
dateline: Gisborne, Last Night. (679, 1036, 749, 1043)
subheading: LORD DUDLEY'S STATEMENT. (29, 917, 143, 925)
paragraph: Mr. J. H. Whitley is to be proposed as Lord Emmott's successor. (170, 329, 316, 344)
paragraph: Speaking in reply to Lord Roberts in the House of Lords in April last, Lord Haldane said there were many defects in the Territorial Force because they had not got their numbers. The reasons was that they had enjoyed a ten years' peace. As soon as war threatened up would go the numbers. At present they had five-sixths of the establishment. Lord Roberts said that the voluntary system had failed, and that there was no prospect of its ever providing the numbers needed for home defence. (484, 642, 630, 737)
